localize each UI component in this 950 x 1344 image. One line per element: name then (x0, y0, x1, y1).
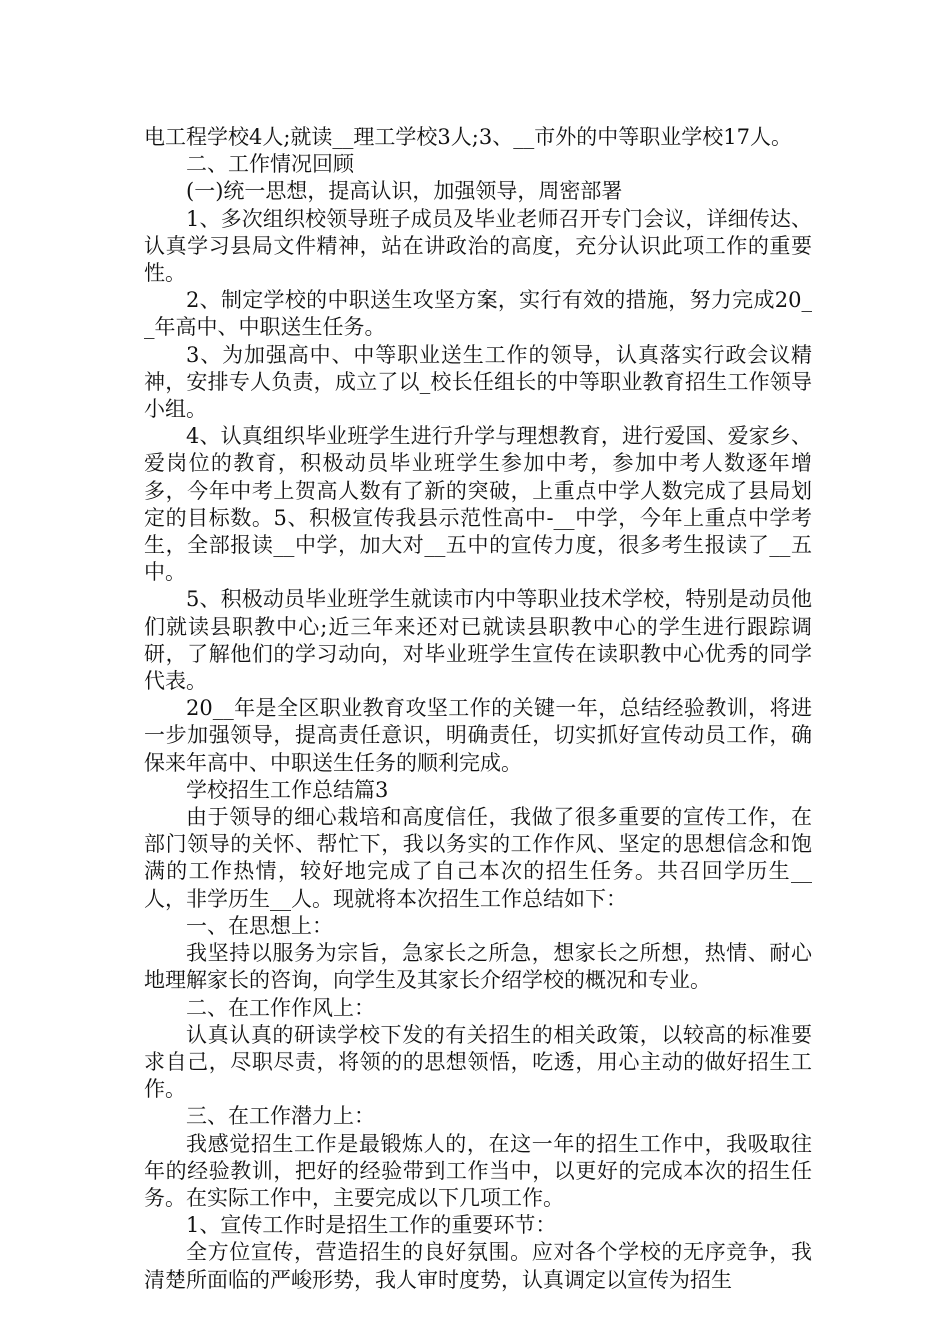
paragraph-year-summary: 20__年是全区职业教育攻坚工作的关键一年，总结经验教训，将进一步加强领导，提高责任意识，明确责任，切实抓好宣传动员工作，确保来年高中、中职送生任务的顺利完成。 (144, 696, 812, 775)
paragraph-publicity: 全方位宣传，营造招生的良好氛围。应对各个学校的无序竞争，我清楚所面临的严峻形势，我人审时度势，认真调定以宣传为招生 (144, 1240, 812, 1292)
paragraph-item-2: 2、制定学校的中职送生攻坚方案，实行有效的措施，努力完成20__年高中、中职送生任务。 (144, 288, 812, 340)
section-heading-work-style: 二、在工作作风上： (186, 995, 375, 1020)
article-title-part-3: 学校招生工作总结篇3 (186, 777, 389, 802)
subsection-heading-unify-thinking: (一)统一思想，提高认识，加强领导，周密部署 (186, 179, 623, 204)
paragraph-item-5: 5、积极动员毕业班学生就读市内中等职业技术学校，特别是动员他们就读县职教中心;近三年来还对已就读县职教中心的学生进行跟踪调研，了解他们的学习动向，对毕业班学生宣传在读职教中心优秀的同学代表。 (144, 587, 812, 694)
paragraph-work-potential: 我感觉招生工作是最锻炼人的，在这一年的招生工作中，我吸取往年的经验教训，把好的经验带到工作当中，以更好的完成本次的招生任务。在实际工作中，主要完成以下几项工作。 (144, 1131, 812, 1210)
paragraph-intro: 由于领导的细心栽培和高度信任，我做了很多重要的宣传工作，在部门领导的关怀、帮忙下，我以务实的工作作风、坚定的思想信念和饱满的工作热情，较好地完成了自己本次的招生任务。共召回学历生__人，非学历生__人。现就将本次招生工作总结如下： (144, 805, 812, 911)
subsection-heading-publicity: 1、宣传工作时是招生工作的重要环节： (186, 1213, 557, 1238)
paragraph-item-1: 1、多次组织校领导班子成员及毕业老师召开专门会议，详细传达、认真学习县局文件精神，站在讲政治的高度，充分认识此项工作的重要性。 (144, 206, 812, 286)
paragraph-item-3: 3、为加强高中、中等职业送生工作的领导，认真落实行政会议精神，安排专人负责，成立了以_校长任组长的中等职业教育招生工作领导小组。 (144, 342, 812, 422)
paragraph-thinking: 我坚持以服务为宗旨，急家长之所急，想家长之所想，热情、耐心地理解家长的咨询，向学生及其家长介绍学校的概况和专业。 (144, 941, 812, 993)
section-heading-work-review: 二、工作情况回顾 (186, 152, 354, 177)
document-page (144, 124, 812, 1294)
section-heading-work-potential: 三、在工作潜力上： (186, 1104, 375, 1129)
paragraph-item-4: 4、认真组织毕业班学生进行升学与理想教育，进行爱国、爱家乡、爱岗位的教育，积极动员毕业班学生参加中考，参加中考人数逐年增多，今年中考上贺高人数有了新的突破，上重点中学人数完成了县局划定的目标数。5、积极宣传我县示范性高中-__中学，今年上重点中学考生，全部报读__中学，加大对__五中的宣传力度，很多考生报读了__五中。 (144, 424, 812, 585)
section-heading-thinking: 一、在思想上： (186, 913, 333, 938)
paragraph-continuation: 电工程学校4人;就读__理工学校3人;3、__市外的中等职业学校17人。 (144, 125, 792, 149)
paragraph-work-style: 认真认真的研读学校下发的有关招生的相关政策，以较高的标准要求自己，尽职尽责，将领的的思想领悟，吃透，用心主动的做好招生工作。 (144, 1022, 812, 1102)
